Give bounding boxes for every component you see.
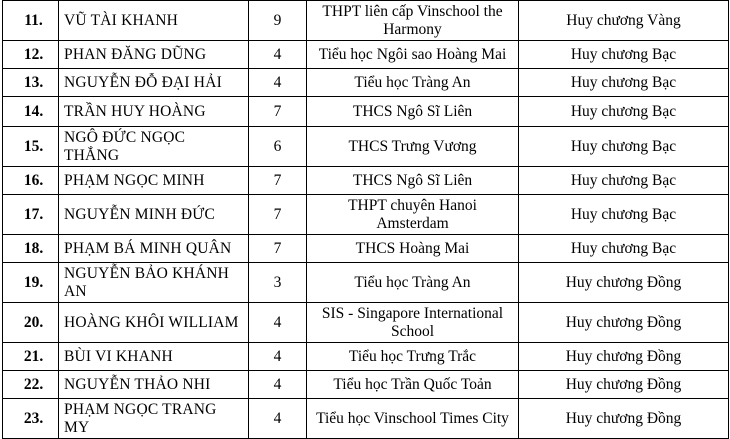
student-name: HOÀNG KHÔI WILLIAM [59,303,249,343]
student-award: Huy chương Bạc [519,235,729,263]
student-grade: 7 [249,235,307,263]
table-row [3,41,729,69]
student-award: Huy chương Bạc [519,41,729,69]
row-number: 18. [3,235,59,263]
student-award: Huy chương Đồng [519,263,729,303]
student-grade: 4 [249,343,307,371]
student-grade: 4 [249,371,307,399]
student-school: Tiểu học Trần Quốc Toản [307,371,519,399]
student-name: NGUYỄN MINH ĐỨC [59,195,249,235]
student-name: PHẠM NGỌC MINH [59,167,249,195]
row-number: 12. [3,41,59,69]
table-row [3,263,729,303]
table-row [3,303,729,343]
student-school: SIS - Singapore International School [307,303,519,343]
row-number: 21. [3,343,59,371]
student-grade: 9 [249,1,307,41]
student-award: Huy chương Đồng [519,399,729,439]
row-number: 14. [3,97,59,127]
student-grade: 4 [249,41,307,69]
row-number: 20. [3,303,59,343]
student-name: NGUYỄN ĐỖ ĐẠI HẢI [59,69,249,97]
row-number: 23. [3,399,59,439]
student-award: Huy chương Đồng [519,303,729,343]
student-award: Huy chương Bạc [519,97,729,127]
student-name: NGÔ ĐỨC NGỌC THẮNG [59,127,249,167]
student-school: THCS Hoàng Mai [307,235,519,263]
student-award: Huy chương Bạc [519,69,729,97]
row-number: 16. [3,167,59,195]
student-school: THPT chuyên Hanoi Amsterdam [307,195,519,235]
student-award: Huy chương Đồng [519,343,729,371]
table-row [3,235,729,263]
student-award: Huy chương Bạc [519,127,729,167]
row-number: 17. [3,195,59,235]
student-award: Huy chương Đồng [519,371,729,399]
student-grade: 7 [249,97,307,127]
student-school: THCS Ngô Sĩ Liên [307,167,519,195]
student-grade: 4 [249,69,307,97]
row-number: 13. [3,69,59,97]
student-name: NGUYỄN BẢO KHÁNH AN [59,263,249,303]
student-name: TRẦN HUY HOÀNG [59,97,249,127]
table-row [3,167,729,195]
student-grade: 6 [249,127,307,167]
student-school: THCS Trưng Vương [307,127,519,167]
student-name: PHẠM BÁ MINH QUÂN [59,235,249,263]
student-name: VŨ TÀI KHANH [59,1,249,41]
student-name: BÙI VI KHANH [59,343,249,371]
table-row [3,195,729,235]
table-row [3,127,729,167]
table-row [3,69,729,97]
student-award: Huy chương Vàng [519,1,729,41]
student-grade: 7 [249,195,307,235]
row-number: 15. [3,127,59,167]
table-row [3,343,729,371]
student-grade: 7 [249,167,307,195]
student-grade: 4 [249,303,307,343]
student-name: PHAN ĐĂNG DŨNG [59,41,249,69]
results-table [2,0,729,439]
table-row [3,97,729,127]
table-row [3,1,729,41]
student-school: Tiểu học Ngôi sao Hoàng Mai [307,41,519,69]
student-award: Huy chương Bạc [519,195,729,235]
student-award: Huy chương Bạc [519,167,729,195]
row-number: 11. [3,1,59,41]
table-row [3,371,729,399]
row-number: 22. [3,371,59,399]
student-school: Tiểu học Vinschool Times City [307,399,519,439]
student-school: Tiểu học Trưng Trắc [307,343,519,371]
student-school: THPT liên cấp Vinschool the Harmony [307,1,519,41]
student-school: Tiểu học Tràng An [307,263,519,303]
student-grade: 3 [249,263,307,303]
student-name: NGUYỄN THẢO NHI [59,371,249,399]
row-number: 19. [3,263,59,303]
student-name: PHẠM NGỌC TRANG MY [59,399,249,439]
student-school: THCS Ngô Sĩ Liên [307,97,519,127]
table-row [3,399,729,439]
student-school: Tiểu học Tràng An [307,69,519,97]
student-grade: 4 [249,399,307,439]
